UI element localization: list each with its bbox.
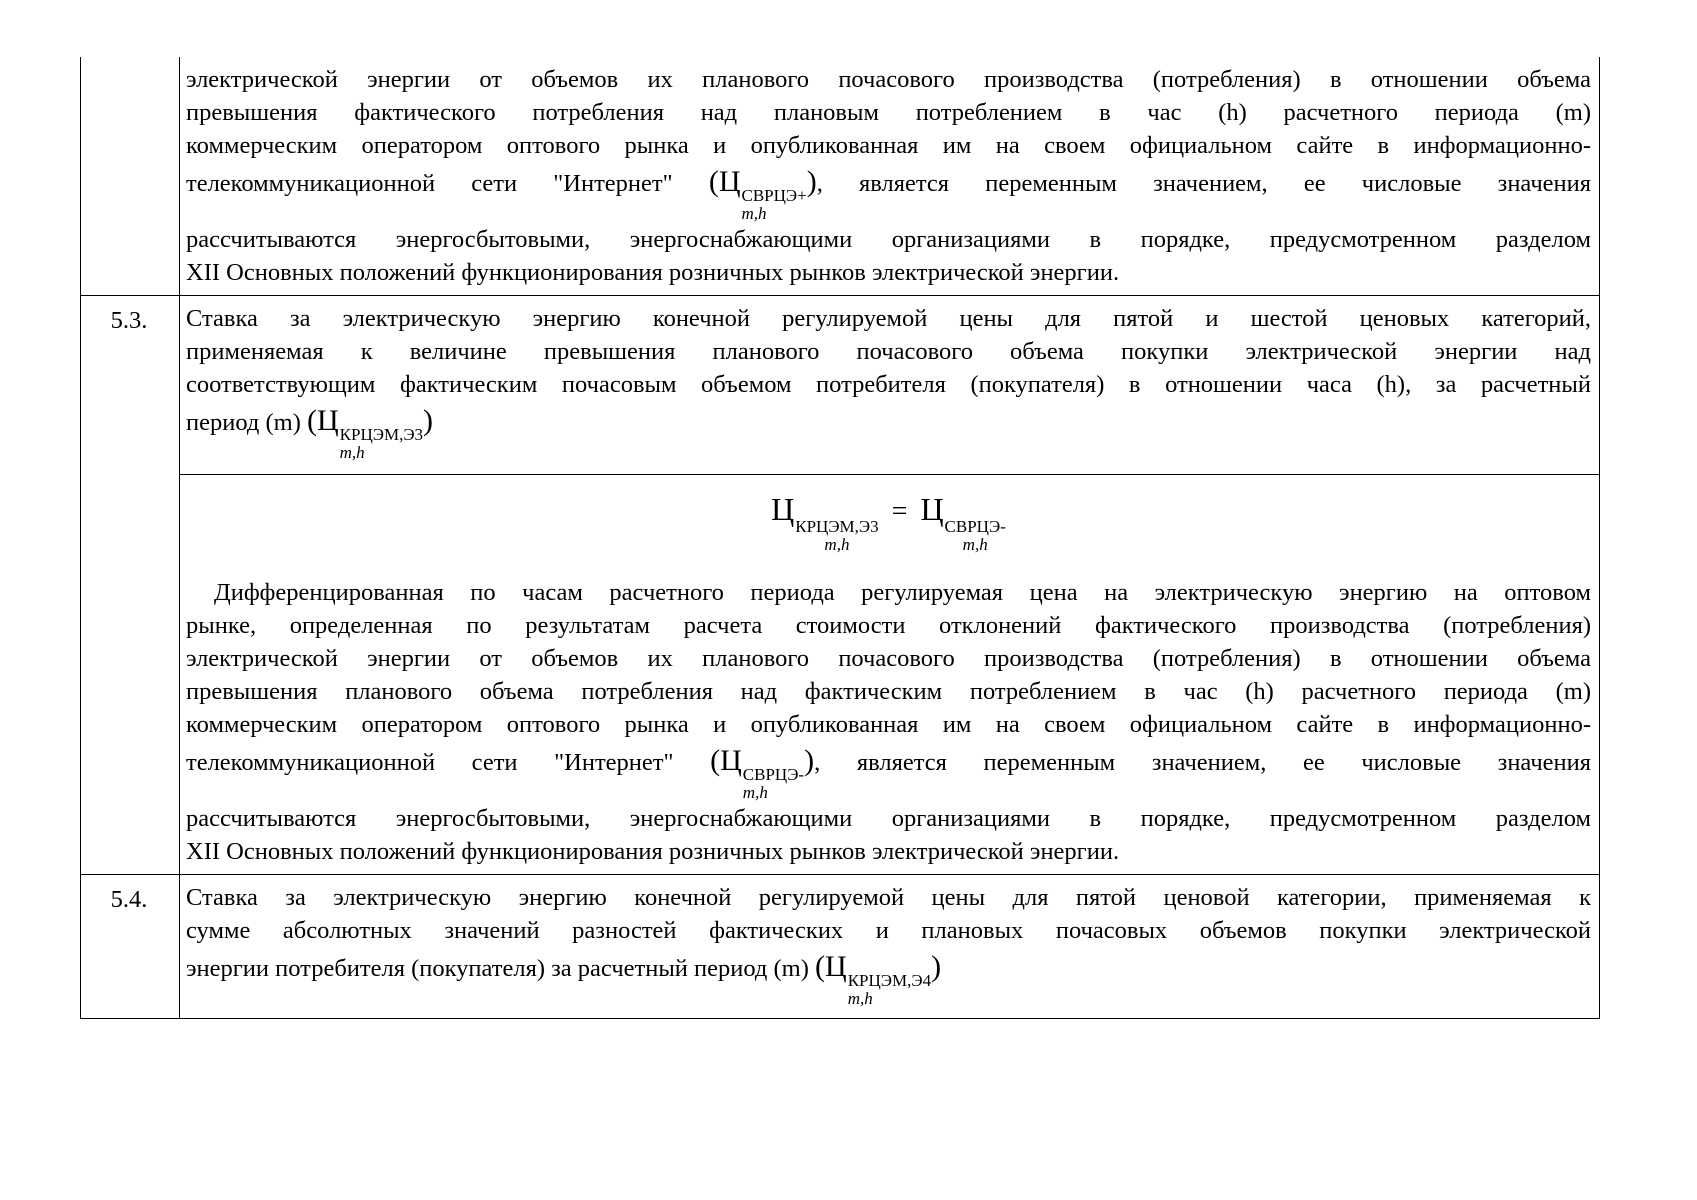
formula-base: Ц [920, 491, 944, 527]
text-line: рынке, определенная по результатам расчета стоимости отклонений фактического производства (потребления) [186, 612, 1591, 639]
table-row [81, 875, 1600, 1019]
row-number-cell: 5.3. [81, 296, 180, 875]
row-number-cell: 5.4. [81, 875, 180, 1019]
display-formula [186, 493, 1591, 554]
formula-open-paren: ( [710, 744, 721, 777]
text-line: коммерческим оператором оптового рынка и опубликованная им на своем официальном сайте в информационно- [186, 711, 1591, 738]
inline-formula [709, 162, 817, 223]
table-row [81, 296, 1600, 475]
text-line: Ставка за электрическую энергию конечной регулируемой цены для пятой ценовой категории, применяемая к [186, 884, 1591, 911]
formula-superscript: СВРЦЭ- [742, 765, 805, 784]
tariff-table [80, 57, 1600, 1019]
formula-left [771, 493, 879, 554]
text-line: Дифференцированная по часам расчетного периода регулируемая цена на электрическую энергию на оптовом [214, 579, 1591, 606]
text-line-with-formula [186, 162, 1591, 223]
text-line-with-formula [186, 401, 1591, 462]
inline-formula [307, 401, 433, 462]
formula-scripts [741, 187, 806, 223]
formula-subscript: m,h [962, 535, 988, 554]
text-fragment: , является переменным значением, ее числовые значения [816, 170, 1592, 197]
formula-scripts [848, 972, 931, 1008]
formula-superscript: СВРЦЭ+ [741, 186, 807, 205]
table-row [81, 57, 1600, 296]
formula-base: Ц [316, 404, 339, 437]
text-line: превышения фактического потребления над плановым потреблением в час (h) расчетного периода (m) [186, 99, 1591, 126]
formula-base: Ц [771, 491, 795, 527]
row-number-cell [81, 57, 180, 296]
text-line: сумме абсолютных значений разностей фактических и плановых почасовых объемов покупки электрической [186, 917, 1591, 944]
text-fragment: телекоммуникационной сети "Интернет" [186, 170, 673, 197]
formula-superscript: КРЦЭМ,Э4 [847, 971, 932, 990]
formula-close-paren: ) [931, 950, 942, 983]
formula-open-paren: ( [708, 165, 719, 198]
formula-open-paren: ( [815, 950, 826, 983]
formula-superscript: СВРЦЭ- [944, 517, 1006, 536]
text-line: XII Основных положений функционирования розничных рынков электрической энергии. [186, 838, 1120, 865]
table-row [81, 475, 1600, 875]
text-line: XII Основных положений функционирования розничных рынков электрической энергии. [186, 259, 1120, 286]
text-line: применяемая к величине превышения планового почасового объема покупки электрической энергии над [186, 338, 1591, 365]
formula-subscript: m,h [742, 783, 768, 802]
text-fragment: , является переменным значением, ее числовые значения [814, 749, 1592, 776]
text-line-with-formula [186, 741, 1591, 802]
formula-subscript: m,h [339, 443, 365, 462]
text-line: электрической энергии от объемов их планового почасового производства (потребления) в отношении объема [186, 645, 1591, 672]
text-line: Ставка за электрическую энергию конечной регулируемой цены для пятой и шестой ценовых категорий, [186, 305, 1591, 332]
formula-open-paren: ( [306, 404, 317, 437]
text-line: коммерческим оператором оптового рынка и опубликованная им на своем официальном сайте в информационно- [186, 132, 1591, 159]
text-line: превышения планового объема потребления над фактическим потреблением в час (h) расчетного периода (m) [186, 678, 1591, 705]
formula-scripts [340, 426, 423, 462]
inline-formula [710, 741, 814, 802]
row-content-cell [180, 475, 1600, 875]
formula-superscript: КРЦЭМ,Э3 [339, 425, 424, 444]
formula-subscript: m,h [824, 535, 850, 554]
text-fragment: период (m) [186, 409, 301, 436]
formula-superscript: КРЦЭМ,Э3 [795, 517, 879, 536]
formula-base: Ц [718, 165, 741, 198]
text-fragment: телекоммуникационной сети "Интернет" [186, 749, 674, 776]
formula-right [920, 493, 1005, 554]
text-line: соответствующим фактическим почасовым объемом потребителя (покупателя) в отношении часа (h), за расчетный [186, 371, 1591, 398]
formula-scripts [795, 518, 878, 554]
formula-subscript: m,h [741, 204, 767, 223]
row-content-cell [180, 875, 1600, 1019]
formula-scripts [945, 518, 1006, 554]
text-line-with-formula [186, 947, 1591, 1008]
formula-close-paren: ) [804, 744, 815, 777]
formula-close-paren: ) [806, 165, 817, 198]
document-page [80, 57, 1600, 1019]
formula-base: Ц [825, 950, 847, 983]
text-line: рассчитываются энергосбытовыми, энергоснабжающими организациями в порядке, предусмотренном разделом [186, 805, 1591, 832]
formula-scripts [743, 766, 804, 802]
formula-close-paren: ) [423, 404, 434, 437]
inline-formula [815, 947, 941, 1008]
formula-equals: = [891, 496, 908, 527]
row-content-cell [180, 57, 1600, 296]
formula-subscript: m,h [847, 989, 873, 1008]
formula-base: Ц [720, 744, 742, 777]
text-fragment: энергии потребителя (покупателя) за расчетный период (m) [186, 955, 809, 982]
row-content-cell [180, 296, 1600, 475]
text-line: рассчитываются энергосбытовыми, энергоснабжающими организациями в порядке, предусмотренном разделом [186, 226, 1591, 253]
text-line: электрической энергии от объемов их планового почасового производства (потребления) в отношении объема [186, 66, 1591, 93]
